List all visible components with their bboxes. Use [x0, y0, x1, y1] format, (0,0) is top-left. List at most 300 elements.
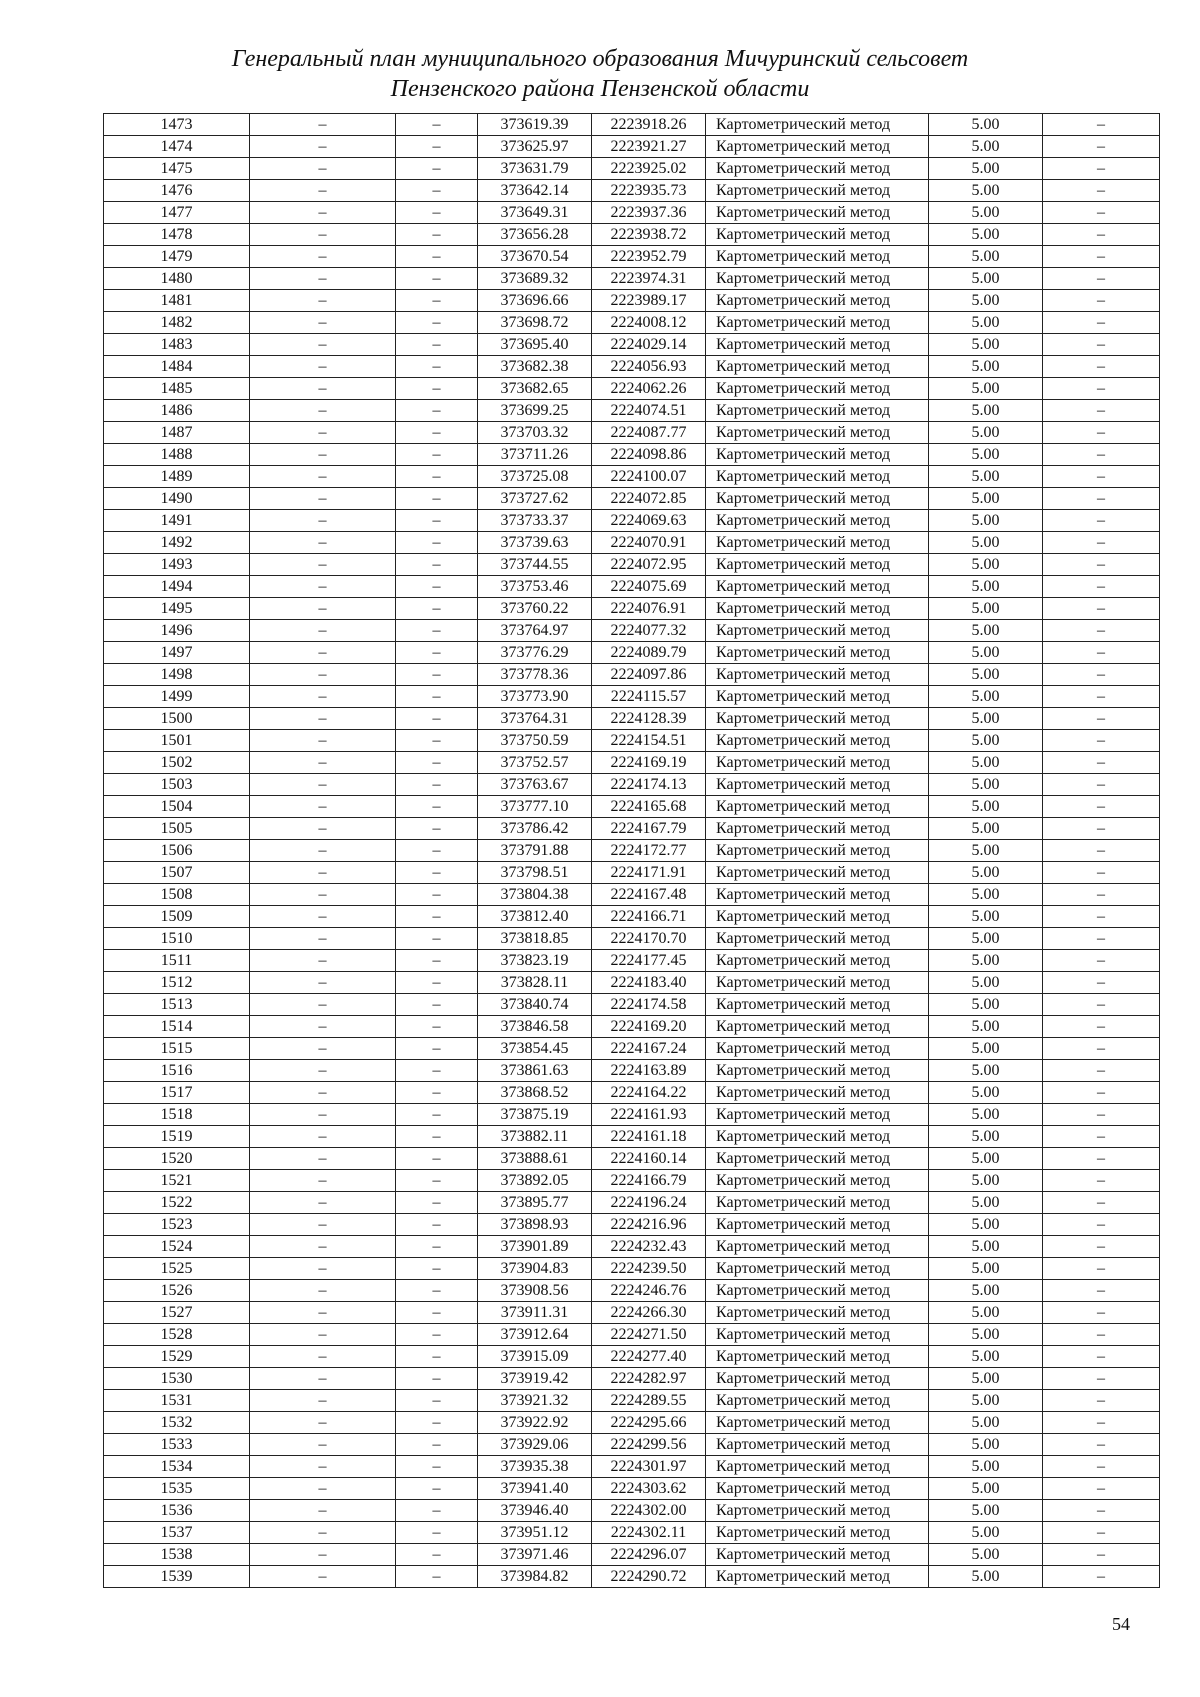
accuracy-cell: 5.00 — [929, 1324, 1043, 1346]
table-row — [104, 554, 1160, 576]
dash-cell: – — [396, 1456, 478, 1478]
accuracy-cell: 5.00 — [929, 224, 1043, 246]
x-coordinate-cell: 373764.97 — [478, 620, 592, 642]
dash-cell: – — [250, 1346, 396, 1368]
y-coordinate-cell: 2224164.22 — [592, 1082, 706, 1104]
x-coordinate-cell: 373892.05 — [478, 1170, 592, 1192]
dash-cell: – — [396, 1478, 478, 1500]
y-coordinate-cell: 2224160.14 — [592, 1148, 706, 1170]
table-row — [104, 972, 1160, 994]
x-coordinate-cell: 373649.31 — [478, 202, 592, 224]
accuracy-cell: 5.00 — [929, 202, 1043, 224]
point-number-cell: 1538 — [104, 1544, 250, 1566]
point-number-cell: 1522 — [104, 1192, 250, 1214]
y-coordinate-cell: 2224115.57 — [592, 686, 706, 708]
dash-cell: – — [396, 400, 478, 422]
point-number-cell: 1512 — [104, 972, 250, 994]
table-row — [104, 246, 1160, 268]
dash-cell: – — [250, 1324, 396, 1346]
dash-cell: – — [1043, 1324, 1160, 1346]
method-cell: Картометрический метод — [706, 994, 929, 1016]
x-coordinate-cell: 373776.29 — [478, 642, 592, 664]
table-row — [104, 906, 1160, 928]
point-number-cell: 1502 — [104, 752, 250, 774]
dash-cell: – — [396, 158, 478, 180]
point-number-cell: 1476 — [104, 180, 250, 202]
dash-cell: – — [1043, 1346, 1160, 1368]
dash-cell: – — [396, 488, 478, 510]
table-row — [104, 268, 1160, 290]
point-number-cell: 1532 — [104, 1412, 250, 1434]
accuracy-cell: 5.00 — [929, 532, 1043, 554]
method-cell: Картометрический метод — [706, 1236, 929, 1258]
dash-cell: – — [1043, 1412, 1160, 1434]
x-coordinate-cell: 373840.74 — [478, 994, 592, 1016]
dash-cell: – — [396, 202, 478, 224]
table-row — [104, 1346, 1160, 1368]
method-cell: Картометрический метод — [706, 576, 929, 598]
x-coordinate-cell: 373804.38 — [478, 884, 592, 906]
dash-cell: – — [1043, 510, 1160, 532]
y-coordinate-cell: 2224216.96 — [592, 1214, 706, 1236]
dash-cell: – — [250, 972, 396, 994]
point-number-cell: 1486 — [104, 400, 250, 422]
dash-cell: – — [396, 1522, 478, 1544]
dash-cell: – — [1043, 488, 1160, 510]
table-row — [104, 1522, 1160, 1544]
table-row — [104, 1324, 1160, 1346]
table-row — [104, 202, 1160, 224]
dash-cell: – — [1043, 1478, 1160, 1500]
table-row — [104, 950, 1160, 972]
table-row — [104, 1456, 1160, 1478]
table-row — [104, 1500, 1160, 1522]
dash-cell: – — [250, 1082, 396, 1104]
dash-cell: – — [250, 466, 396, 488]
table-row — [104, 488, 1160, 510]
dash-cell: – — [250, 1390, 396, 1412]
dash-cell: – — [1043, 422, 1160, 444]
dash-cell: – — [396, 1434, 478, 1456]
accuracy-cell: 5.00 — [929, 774, 1043, 796]
dash-cell: – — [250, 1302, 396, 1324]
method-cell: Картометрический метод — [706, 466, 929, 488]
dash-cell: – — [396, 906, 478, 928]
dash-cell: – — [1043, 290, 1160, 312]
y-coordinate-cell: 2224174.58 — [592, 994, 706, 1016]
accuracy-cell: 5.00 — [929, 642, 1043, 664]
x-coordinate-cell: 373875.19 — [478, 1104, 592, 1126]
accuracy-cell: 5.00 — [929, 422, 1043, 444]
y-coordinate-cell: 2224029.14 — [592, 334, 706, 356]
point-number-cell: 1514 — [104, 1016, 250, 1038]
dash-cell: – — [1043, 1104, 1160, 1126]
dash-cell: – — [1043, 620, 1160, 642]
dash-cell: – — [1043, 1192, 1160, 1214]
y-coordinate-cell: 2224087.77 — [592, 422, 706, 444]
dash-cell: – — [1043, 928, 1160, 950]
dash-cell: – — [396, 1038, 478, 1060]
dash-cell: – — [250, 1478, 396, 1500]
method-cell: Картометрический метод — [706, 356, 929, 378]
accuracy-cell: 5.00 — [929, 488, 1043, 510]
accuracy-cell: 5.00 — [929, 1082, 1043, 1104]
point-number-cell: 1521 — [104, 1170, 250, 1192]
dash-cell: – — [250, 642, 396, 664]
table-row — [104, 224, 1160, 246]
dash-cell: – — [250, 158, 396, 180]
accuracy-cell: 5.00 — [929, 1192, 1043, 1214]
y-coordinate-cell: 2224072.85 — [592, 488, 706, 510]
x-coordinate-cell: 373764.31 — [478, 708, 592, 730]
dash-cell: – — [250, 1280, 396, 1302]
dash-cell: – — [1043, 202, 1160, 224]
dash-cell: – — [396, 532, 478, 554]
point-number-cell: 1473 — [104, 114, 250, 136]
accuracy-cell: 5.00 — [929, 378, 1043, 400]
dash-cell: – — [396, 708, 478, 730]
x-coordinate-cell: 373703.32 — [478, 422, 592, 444]
point-number-cell: 1520 — [104, 1148, 250, 1170]
dash-cell: – — [250, 378, 396, 400]
table-row — [104, 818, 1160, 840]
y-coordinate-cell: 2224167.79 — [592, 818, 706, 840]
dash-cell: – — [250, 1258, 396, 1280]
table-row — [104, 752, 1160, 774]
dash-cell: – — [250, 664, 396, 686]
dash-cell: – — [250, 994, 396, 1016]
dash-cell: – — [250, 752, 396, 774]
x-coordinate-cell: 373912.64 — [478, 1324, 592, 1346]
dash-cell: – — [396, 224, 478, 246]
dash-cell: – — [1043, 1522, 1160, 1544]
table-row — [104, 1390, 1160, 1412]
method-cell: Картометрический метод — [706, 224, 929, 246]
y-coordinate-cell: 2223935.73 — [592, 180, 706, 202]
method-cell: Картометрический метод — [706, 884, 929, 906]
y-coordinate-cell: 2224074.51 — [592, 400, 706, 422]
x-coordinate-cell: 373888.61 — [478, 1148, 592, 1170]
dash-cell: – — [250, 400, 396, 422]
point-number-cell: 1487 — [104, 422, 250, 444]
accuracy-cell: 5.00 — [929, 356, 1043, 378]
point-number-cell: 1497 — [104, 642, 250, 664]
dash-cell: – — [250, 312, 396, 334]
accuracy-cell: 5.00 — [929, 1544, 1043, 1566]
x-coordinate-cell: 373946.40 — [478, 1500, 592, 1522]
dash-cell: – — [396, 862, 478, 884]
dash-cell: – — [1043, 730, 1160, 752]
dash-cell: – — [396, 1192, 478, 1214]
y-coordinate-cell: 2224098.86 — [592, 444, 706, 466]
dash-cell: – — [1043, 752, 1160, 774]
dash-cell: – — [396, 796, 478, 818]
dash-cell: – — [1043, 642, 1160, 664]
accuracy-cell: 5.00 — [929, 554, 1043, 576]
x-coordinate-cell: 373625.97 — [478, 136, 592, 158]
dash-cell: – — [396, 950, 478, 972]
dash-cell: – — [396, 1104, 478, 1126]
method-cell: Картометрический метод — [706, 774, 929, 796]
dash-cell: – — [396, 554, 478, 576]
x-coordinate-cell: 373812.40 — [478, 906, 592, 928]
y-coordinate-cell: 2224302.11 — [592, 1522, 706, 1544]
accuracy-cell: 5.00 — [929, 1566, 1043, 1588]
point-number-cell: 1479 — [104, 246, 250, 268]
accuracy-cell: 5.00 — [929, 664, 1043, 686]
y-coordinate-cell: 2224183.40 — [592, 972, 706, 994]
x-coordinate-cell: 373922.92 — [478, 1412, 592, 1434]
y-coordinate-cell: 2224170.70 — [592, 928, 706, 950]
y-coordinate-cell: 2224089.79 — [592, 642, 706, 664]
x-coordinate-cell: 373971.46 — [478, 1544, 592, 1566]
method-cell: Картометрический метод — [706, 1060, 929, 1082]
y-coordinate-cell: 2223921.27 — [592, 136, 706, 158]
point-number-cell: 1483 — [104, 334, 250, 356]
method-cell: Картометрический метод — [706, 620, 929, 642]
x-coordinate-cell: 373725.08 — [478, 466, 592, 488]
point-number-cell: 1498 — [104, 664, 250, 686]
x-coordinate-cell: 373778.36 — [478, 664, 592, 686]
method-cell: Картометрический метод — [706, 708, 929, 730]
x-coordinate-cell: 373733.37 — [478, 510, 592, 532]
x-coordinate-cell: 373798.51 — [478, 862, 592, 884]
dash-cell: – — [396, 730, 478, 752]
dash-cell: – — [250, 1368, 396, 1390]
x-coordinate-cell: 373696.66 — [478, 290, 592, 312]
accuracy-cell: 5.00 — [929, 576, 1043, 598]
table-row — [104, 180, 1160, 202]
dash-cell: – — [250, 136, 396, 158]
dash-cell: – — [396, 290, 478, 312]
accuracy-cell: 5.00 — [929, 818, 1043, 840]
method-cell: Картометрический метод — [706, 1192, 929, 1214]
accuracy-cell: 5.00 — [929, 1390, 1043, 1412]
accuracy-cell: 5.00 — [929, 290, 1043, 312]
method-cell: Картометрический метод — [706, 950, 929, 972]
y-coordinate-cell: 2224296.07 — [592, 1544, 706, 1566]
dash-cell: – — [250, 598, 396, 620]
y-coordinate-cell: 2224076.91 — [592, 598, 706, 620]
point-number-cell: 1537 — [104, 1522, 250, 1544]
method-cell: Картометрический метод — [706, 488, 929, 510]
x-coordinate-cell: 373752.57 — [478, 752, 592, 774]
point-number-cell: 1485 — [104, 378, 250, 400]
dash-cell: – — [1043, 1258, 1160, 1280]
accuracy-cell: 5.00 — [929, 598, 1043, 620]
dash-cell: – — [1043, 862, 1160, 884]
point-number-cell: 1507 — [104, 862, 250, 884]
dash-cell: – — [250, 554, 396, 576]
dash-cell: – — [1043, 1500, 1160, 1522]
point-number-cell: 1529 — [104, 1346, 250, 1368]
table-row — [104, 334, 1160, 356]
method-cell: Картометрический метод — [706, 312, 929, 334]
dash-cell: – — [250, 906, 396, 928]
dash-cell: – — [396, 1126, 478, 1148]
point-number-cell: 1493 — [104, 554, 250, 576]
method-cell: Картометрический метод — [706, 334, 929, 356]
y-coordinate-cell: 2224069.63 — [592, 510, 706, 532]
accuracy-cell: 5.00 — [929, 686, 1043, 708]
dash-cell: – — [250, 730, 396, 752]
table-row — [104, 1478, 1160, 1500]
point-number-cell: 1475 — [104, 158, 250, 180]
accuracy-cell: 5.00 — [929, 1500, 1043, 1522]
method-cell: Картометрический метод — [706, 1038, 929, 1060]
method-cell: Картометрический метод — [706, 1456, 929, 1478]
dash-cell: – — [396, 246, 478, 268]
dash-cell: – — [250, 246, 396, 268]
dash-cell: – — [250, 1148, 396, 1170]
table-row — [104, 444, 1160, 466]
dash-cell: – — [396, 1302, 478, 1324]
dash-cell: – — [1043, 884, 1160, 906]
y-coordinate-cell: 2224097.86 — [592, 664, 706, 686]
accuracy-cell: 5.00 — [929, 840, 1043, 862]
method-cell: Картометрический метод — [706, 818, 929, 840]
method-cell: Картометрический метод — [706, 1170, 929, 1192]
header-line-2: Пензенского района Пензенской области — [390, 76, 810, 102]
method-cell: Картометрический метод — [706, 796, 929, 818]
table-row — [104, 796, 1160, 818]
accuracy-cell: 5.00 — [929, 994, 1043, 1016]
method-cell: Картометрический метод — [706, 1412, 929, 1434]
y-coordinate-cell: 2223938.72 — [592, 224, 706, 246]
method-cell: Картометрический метод — [706, 1500, 929, 1522]
x-coordinate-cell: 373868.52 — [478, 1082, 592, 1104]
dash-cell: – — [250, 1192, 396, 1214]
x-coordinate-cell: 373711.26 — [478, 444, 592, 466]
point-number-cell: 1481 — [104, 290, 250, 312]
method-cell: Картометрический метод — [706, 664, 929, 686]
dash-cell: – — [250, 356, 396, 378]
x-coordinate-cell: 373823.19 — [478, 950, 592, 972]
table-row — [104, 884, 1160, 906]
accuracy-cell: 5.00 — [929, 510, 1043, 532]
method-cell: Картометрический метод — [706, 1126, 929, 1148]
method-cell: Картометрический метод — [706, 1368, 929, 1390]
accuracy-cell: 5.00 — [929, 1016, 1043, 1038]
dash-cell: – — [396, 1346, 478, 1368]
y-coordinate-cell: 2224196.24 — [592, 1192, 706, 1214]
accuracy-cell: 5.00 — [929, 1412, 1043, 1434]
point-number-cell: 1528 — [104, 1324, 250, 1346]
table-row — [104, 1412, 1160, 1434]
dash-cell: – — [250, 1170, 396, 1192]
y-coordinate-cell: 2224282.97 — [592, 1368, 706, 1390]
accuracy-cell: 5.00 — [929, 136, 1043, 158]
method-cell: Картометрический метод — [706, 532, 929, 554]
y-coordinate-cell: 2224075.69 — [592, 576, 706, 598]
dash-cell: – — [1043, 664, 1160, 686]
dash-cell: – — [250, 1214, 396, 1236]
dash-cell: – — [396, 774, 478, 796]
dash-cell: – — [250, 224, 396, 246]
method-cell: Картометрический метод — [706, 840, 929, 862]
dash-cell: – — [396, 642, 478, 664]
dash-cell: – — [1043, 356, 1160, 378]
y-coordinate-cell: 2224161.18 — [592, 1126, 706, 1148]
dash-cell: – — [396, 180, 478, 202]
accuracy-cell: 5.00 — [929, 180, 1043, 202]
dash-cell: – — [396, 884, 478, 906]
accuracy-cell: 5.00 — [929, 752, 1043, 774]
dash-cell: – — [396, 444, 478, 466]
accuracy-cell: 5.00 — [929, 1434, 1043, 1456]
point-number-cell: 1489 — [104, 466, 250, 488]
table-row — [104, 576, 1160, 598]
table-row — [104, 1258, 1160, 1280]
y-coordinate-cell: 2223974.31 — [592, 268, 706, 290]
dash-cell: – — [1043, 1566, 1160, 1588]
dash-cell: – — [250, 114, 396, 136]
dash-cell: – — [396, 598, 478, 620]
y-coordinate-cell: 2224303.62 — [592, 1478, 706, 1500]
x-coordinate-cell: 373904.83 — [478, 1258, 592, 1280]
method-cell: Картометрический метод — [706, 136, 929, 158]
method-cell: Картометрический метод — [706, 1346, 929, 1368]
table-row — [104, 136, 1160, 158]
point-number-cell: 1499 — [104, 686, 250, 708]
dash-cell: – — [396, 1324, 478, 1346]
y-coordinate-cell: 2224169.20 — [592, 1016, 706, 1038]
x-coordinate-cell: 373915.09 — [478, 1346, 592, 1368]
method-cell: Картометрический метод — [706, 400, 929, 422]
method-cell: Картометрический метод — [706, 1258, 929, 1280]
dash-cell: – — [1043, 1038, 1160, 1060]
y-coordinate-cell: 2224302.00 — [592, 1500, 706, 1522]
dash-cell: – — [250, 510, 396, 532]
dash-cell: – — [396, 1258, 478, 1280]
dash-cell: – — [1043, 1170, 1160, 1192]
document-header — [0, 44, 1200, 104]
dash-cell: – — [396, 1016, 478, 1038]
table-row — [104, 466, 1160, 488]
x-coordinate-cell: 373854.45 — [478, 1038, 592, 1060]
method-cell: Картометрический метод — [706, 752, 929, 774]
point-number-cell: 1491 — [104, 510, 250, 532]
y-coordinate-cell: 2224161.93 — [592, 1104, 706, 1126]
x-coordinate-cell: 373631.79 — [478, 158, 592, 180]
accuracy-cell: 5.00 — [929, 268, 1043, 290]
x-coordinate-cell: 373921.32 — [478, 1390, 592, 1412]
table-row — [104, 510, 1160, 532]
method-cell: Картометрический метод — [706, 554, 929, 576]
dash-cell: – — [396, 994, 478, 1016]
accuracy-cell: 5.00 — [929, 796, 1043, 818]
x-coordinate-cell: 373744.55 — [478, 554, 592, 576]
dash-cell: – — [396, 356, 478, 378]
x-coordinate-cell: 373699.25 — [478, 400, 592, 422]
dash-cell: – — [250, 488, 396, 510]
table-row — [104, 1170, 1160, 1192]
x-coordinate-cell: 373642.14 — [478, 180, 592, 202]
y-coordinate-cell: 2223937.36 — [592, 202, 706, 224]
method-cell: Картометрический метод — [706, 1302, 929, 1324]
point-number-cell: 1515 — [104, 1038, 250, 1060]
dash-cell: – — [250, 1060, 396, 1082]
dash-cell: – — [1043, 334, 1160, 356]
accuracy-cell: 5.00 — [929, 1170, 1043, 1192]
table-row — [104, 1302, 1160, 1324]
method-cell: Картометрический метод — [706, 378, 929, 400]
y-coordinate-cell: 2224301.97 — [592, 1456, 706, 1478]
x-coordinate-cell: 373919.42 — [478, 1368, 592, 1390]
point-number-cell: 1509 — [104, 906, 250, 928]
x-coordinate-cell: 373656.28 — [478, 224, 592, 246]
accuracy-cell: 5.00 — [929, 1302, 1043, 1324]
